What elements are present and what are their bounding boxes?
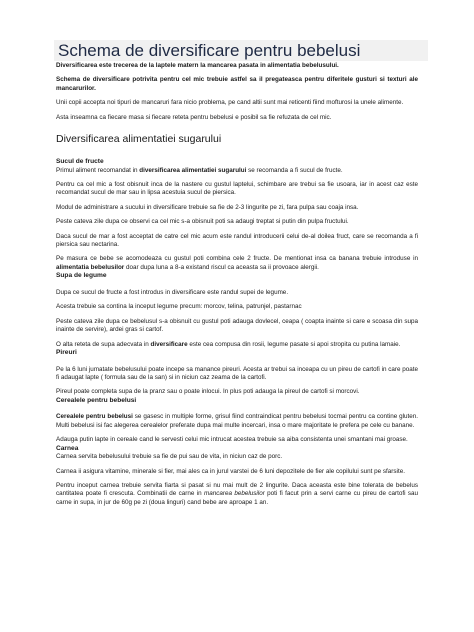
paragraph-supa-1: Dupa ce sucul de fructe a fost introdus in diversificare este randul supei de legume. bbox=[56, 288, 289, 296]
paragraph-carnea-2: Carnea ii asigura vitamine, minerale si fier, mai ales ca in jurul varstei de 6 luni depozitele de fier ale copilului sunt pe sfarsite. bbox=[56, 467, 405, 475]
subheading-carnea: Carnea bbox=[56, 444, 79, 452]
paragraph-pireuri-1: Pe la 6 luni jumatate bebelusului poate incepe sa manance pireuri. Acesta ar trebui sa inceapa cu un pireu de cartofi in care poate fi adaugat lapte ( formula sau de la san) si in niciun caz zeama de la cartofi. bbox=[56, 365, 418, 381]
paragraph-cereale-2: Adauga putin lapte in cereale cand le servesti celui mic intrucat acestea trebuie sa aiba consistenta unei smantani mai groase. bbox=[56, 436, 408, 444]
paragraph-supa-3: Peste cateva zile dupa ce bebelusul s-a obisnuit cu gustul poti adauga dovlecel, ceapa ( coapta inainte si care e scoasa din supa inainte de servire), ardei gras si cartof. bbox=[56, 317, 418, 334]
paragraph-pireuri-2: Pireul poate completa supa de la pranz sau o poate inlocui. In plus poti adauga la pireul de cartofi si morcovi. bbox=[56, 388, 360, 396]
paragraph-cereale-1: Cerealele pentru bebelusi se gasesc in multiple forme, grisul fiind contraindicat pentru bebelusi tocmai pentru ca contine gluten. Multi bebelusi isi fac alegerea cerealelor preferate dupa mai multe incercari, insa o mare majoritate le prefera pe cele cu banane. bbox=[56, 413, 418, 429]
paragraph-masa: Asta inseamna ca fiecare masa si fiecare reteta pentru bebelusi e posibil sa fie refuzata de cel mic. bbox=[56, 113, 332, 121]
paragraph-suc-4: Peste cateva zile dupa ce observi ca cel mic s-a obisnuit poti sa adaugi treptat si putin din pulpa fructului. bbox=[56, 218, 349, 226]
paragraph-suc-1: Primul aliment recomandat in diversificarea alimentatiei sugarului se recomanda a fi sucul de fructe. bbox=[56, 166, 343, 174]
paragraph-suc-3: Modul de administrare a sucului in diversificare trebuie sa fie de 2-3 lingurite pe zi, fara pulpa sau coaja insa. bbox=[56, 203, 359, 211]
subheading-supa: Supa de legume bbox=[56, 272, 107, 280]
paragraph-suc-5: Daca sucul de mar a fost acceptat de catre cel mic acum este randul introducerii celui de-al doilea fruct, care se recomanda a fi piersica sau nectarina. bbox=[56, 232, 418, 249]
paragraph-carnea-3: Pentru inceput carnea trebuie servita fiarta si pasat si nu mai mult de 2 lingurite. Daca aceasta este bine tolerata de bebelus cantitatea poate fi crescuta. Combinatii de carne in mancarea bebelusilor poti fi facut prin a servi carne cu pireu de cartofi sau carne in supa, in jur de 60g pe zi (doua linguri) cand bebe are aproape 1 an. bbox=[56, 481, 418, 506]
page-title: Schema de diversificare pentru bebelusi bbox=[58, 41, 361, 60]
title-bar bbox=[54, 40, 428, 61]
paragraph-suc-2: Pentru ca cel mic a fost obisnuit inca de la nastere cu gustul laptelui, schimbare are trebui sa fie usoara, iar in acest caz este recomandat sucul de mar sau in lipsa acestuia sucul de piersica. bbox=[56, 181, 418, 197]
section-heading: Diversificarea alimentatiei sugarului bbox=[56, 133, 222, 146]
paragraph-carnea-1: Carnea servita bebelusului trebuie sa fie de pui sau de vita, in niciun caz de porc. bbox=[56, 453, 283, 461]
paragraph-schema: Schema de diversificare potrivita pentru cel mic trebuie astfel sa il pregateasca pentru diferitele gusturi si texturi ale mancarurilor. bbox=[56, 76, 418, 92]
paragraph-supa-2: Acesta trebuie sa contina la inceput legume precum: morcov, telina, patrunjel, pastarnac bbox=[56, 303, 302, 311]
subheading-cereale: Cerealele pentru bebelusi bbox=[56, 396, 137, 404]
intro-paragraph: Diversificarea este trecerea de la laptele matern la mancarea pasata in alimentatia bebelusului. bbox=[56, 62, 339, 69]
subheading-pireuri: Pireuri bbox=[56, 348, 77, 356]
subheading-suc: Sucul de fructe bbox=[56, 158, 104, 166]
paragraph-suc-6: Pe masura ce bebe se acomodeaza cu gustul poti combina cele 2 fructe. De mentionat insa ca banana trebuie introduse in alimentatia bebelusilor doar dupa luna a 8-a existand riscul ca aceasta sa ii provoace alergii. bbox=[56, 255, 418, 271]
paragraph-copii: Unii copii accepta noi tipuri de mancaruri fara nicio problema, pe cand altii sunt mai reticenti fiind mofturosi la unele alimente. bbox=[56, 99, 404, 107]
paragraph-supa-4: O alta reteta de supa adecvata in diversificare este cea compusa din rosii, legume pasate si apoi stropita cu putina lamaie. bbox=[56, 340, 401, 348]
